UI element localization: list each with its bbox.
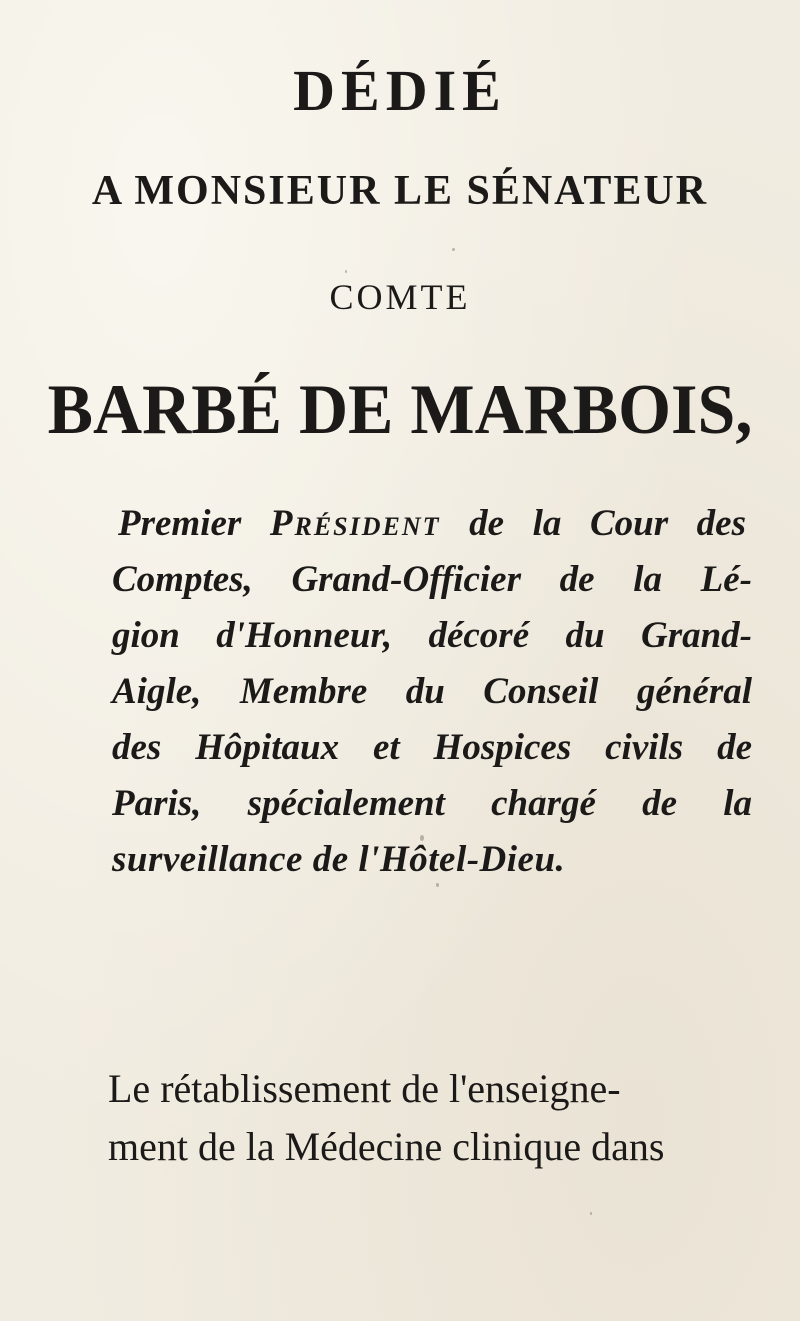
paper-speck [420, 835, 424, 841]
rank-line: COMTE [329, 277, 471, 317]
addressee-line: A MONSIEUR LE SÉNATEUR [91, 168, 709, 214]
body-line-2: ment de la Médecine clinique dans [108, 1124, 665, 1169]
titles-president-word: Président [269, 503, 441, 544]
dedicatee-name: BARBÉ DE MARBOIS, [47, 369, 753, 449]
titles-line-3: gion d'Honneur, décoré du Grand- [112, 615, 752, 656]
paper-speck [452, 248, 455, 251]
titles-line-5: des Hôpitaux et Hospices civils de [112, 727, 752, 768]
paper-speck [436, 883, 439, 887]
body-paragraph [108, 1060, 768, 1176]
titles-line-2: Comptes, Grand-Officier de la Lé- [112, 559, 752, 600]
titles-line-1-end: de la Cour des [440, 503, 746, 544]
titles-line-6: Paris, spécialement chargé de la [112, 783, 752, 824]
titles-line-7: surveillance de l'Hôtel-Dieu. [112, 839, 566, 880]
paper-speck [540, 795, 542, 797]
dedicatee-titles [112, 496, 752, 888]
paper-speck [590, 1212, 592, 1215]
body-line-1: Le rétablissement de l'enseigne- [108, 1066, 621, 1111]
dedication-heading: DÉDIÉ [293, 58, 507, 123]
titles-line-1 [118, 496, 746, 552]
paper-speck [345, 270, 347, 273]
titles-line-1-start: Premier [118, 503, 270, 544]
titles-line-4: Aigle, Membre du Conseil général [112, 671, 752, 712]
